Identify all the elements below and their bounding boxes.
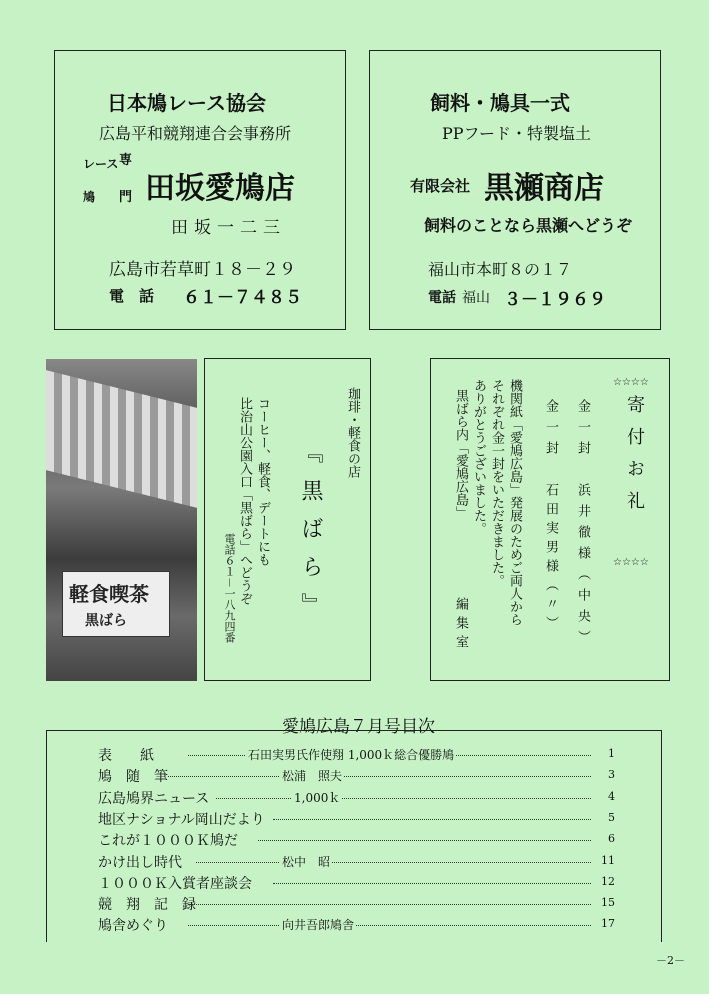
specialty-mid1: レース — [83, 157, 119, 171]
awning-graphic — [46, 370, 197, 508]
toc-item-label: １０００Ｋ入賞者座談会 — [98, 875, 252, 892]
toc-item-note: 石田実男氏作使翔 1,000ｋ総合優勝鳩 — [248, 748, 455, 762]
cafe-line2: 比治山公園入口「黒ばら」へどうぞ — [237, 397, 252, 605]
donation-title: 寄付お礼 — [624, 395, 645, 523]
toc-title: 愛鳩広島７月号目次 — [282, 717, 435, 737]
toc-item-page: 3 — [608, 768, 615, 782]
toc-row — [98, 788, 613, 808]
toc-item-note: 松浦 照夫 — [282, 769, 343, 784]
donation-box — [430, 358, 670, 681]
toc-item-page: 6 — [608, 832, 615, 846]
toc-leader — [196, 862, 591, 863]
cafe-line1: コーヒー、軽食、デートにも — [255, 397, 270, 566]
toc-item-label: 競 翔 記 録 — [98, 897, 196, 914]
toc-leader — [168, 776, 591, 777]
specialty-top: 専 — [119, 153, 133, 168]
company-type: 有限会社 — [410, 177, 471, 195]
toc-item-note: 1,000ｋ — [294, 790, 341, 805]
toc-leader — [188, 904, 591, 905]
cafe-name: 『黒ばら』 — [298, 441, 323, 631]
page-number: －2－ — [656, 954, 685, 967]
toc-row — [98, 809, 613, 829]
toc-row — [98, 852, 613, 872]
toc-leader — [188, 925, 591, 926]
phone-label: 電話 — [428, 290, 456, 306]
toc-item-page: 15 — [601, 896, 615, 910]
toc-item-page: 17 — [601, 917, 615, 931]
cafe-category: 珈琲・軽食の店 — [345, 387, 360, 478]
toc-item-label: 鳩 随 筆 — [98, 769, 168, 786]
entry2-amount: 金一封 — [543, 399, 558, 462]
toc-item-note: 向井吾郎鳩舎 — [282, 918, 355, 933]
message-line4: 黒ばら内「愛鳩広島」 — [453, 389, 468, 519]
entry1-amount: 金一封 — [575, 399, 590, 462]
toc-leader — [258, 840, 591, 841]
phone-number: ６１－７４８５ — [183, 288, 302, 308]
association-name: 日本鳩レース協会 — [107, 91, 266, 115]
products: PPフード・特製塩土 — [442, 124, 592, 143]
toc-row — [98, 830, 613, 850]
stars-top: ☆☆☆☆ — [613, 377, 649, 388]
message-line3: ありがとうございました。 — [471, 379, 486, 535]
toc-item-label: 広島鳩界ニュース — [98, 790, 210, 807]
cafe-sign — [62, 571, 170, 637]
stars-bottom: ☆☆☆☆ — [613, 557, 649, 568]
toc-leader — [216, 798, 591, 799]
shop-name: 田坂愛鳩店 — [145, 171, 295, 206]
entry2-name: 石田実男様（〃） — [543, 483, 558, 635]
toc-item-label: 地区ナショナル岡山だより — [98, 811, 265, 828]
toc-item-label: 鳩舎めぐり — [98, 918, 168, 935]
toc-row — [98, 873, 613, 893]
toc-item-label: 表 紙 — [98, 748, 154, 764]
slogan: 飼料のことなら黒瀬へどうぞ — [424, 216, 633, 235]
owner-name: 田坂一二三 — [171, 218, 286, 238]
cafe-photo — [46, 359, 197, 681]
phone-city: 福山 — [462, 290, 490, 306]
toc-item-page: 5 — [608, 810, 615, 824]
toc-item-note: 松中 昭 — [282, 854, 331, 869]
sign-text-top: 軽食喫茶 — [69, 582, 149, 606]
ad-kurose — [369, 50, 661, 330]
sign-text-bottom: 黒ばら — [85, 613, 127, 629]
address: 福山市本町８の１７ — [428, 260, 573, 279]
toc-row — [98, 915, 613, 935]
toc-item-page: 4 — [608, 789, 615, 803]
office-name: 広島平和競翔連合会事務所 — [99, 124, 292, 143]
toc-item-label: これが１０００Ｋ鳩だ — [98, 833, 238, 850]
signoff: 編集室 — [453, 597, 468, 654]
address: 広島市若草町１８－２９ — [109, 260, 296, 280]
ad-tasaka — [54, 50, 346, 330]
toc-item-page: 11 — [601, 853, 615, 867]
message-line1: 機関紙「愛鳩広島」発展のためご両人から — [507, 379, 522, 626]
cafe-phone: 電話６１－一八九四番 — [223, 533, 236, 643]
entry1-name: 浜井徹様（中央） — [575, 483, 590, 651]
toc-item-label: かけ出し時代 — [98, 854, 182, 871]
toc-leader — [273, 819, 591, 820]
ad-kurobara — [204, 358, 371, 681]
specialty-mid2: 鳩 — [83, 190, 96, 204]
phone-label: 電 話 — [109, 287, 155, 305]
toc-item-page: 12 — [601, 874, 615, 888]
toc-row — [98, 766, 613, 786]
specialty-bottom: 門 — [119, 190, 133, 205]
toc-item-page: 1 — [608, 747, 615, 760]
toc-leader — [273, 883, 591, 884]
toc-row — [98, 745, 613, 765]
toc-row — [98, 894, 613, 914]
phone-number: ３－１９６９ — [504, 290, 606, 310]
ad-heading: 飼料・鳩具一式 — [430, 91, 570, 115]
shop-name: 黒瀬商店 — [484, 171, 604, 206]
message-line2: それぞれ金一封をいただきました。 — [489, 379, 504, 587]
